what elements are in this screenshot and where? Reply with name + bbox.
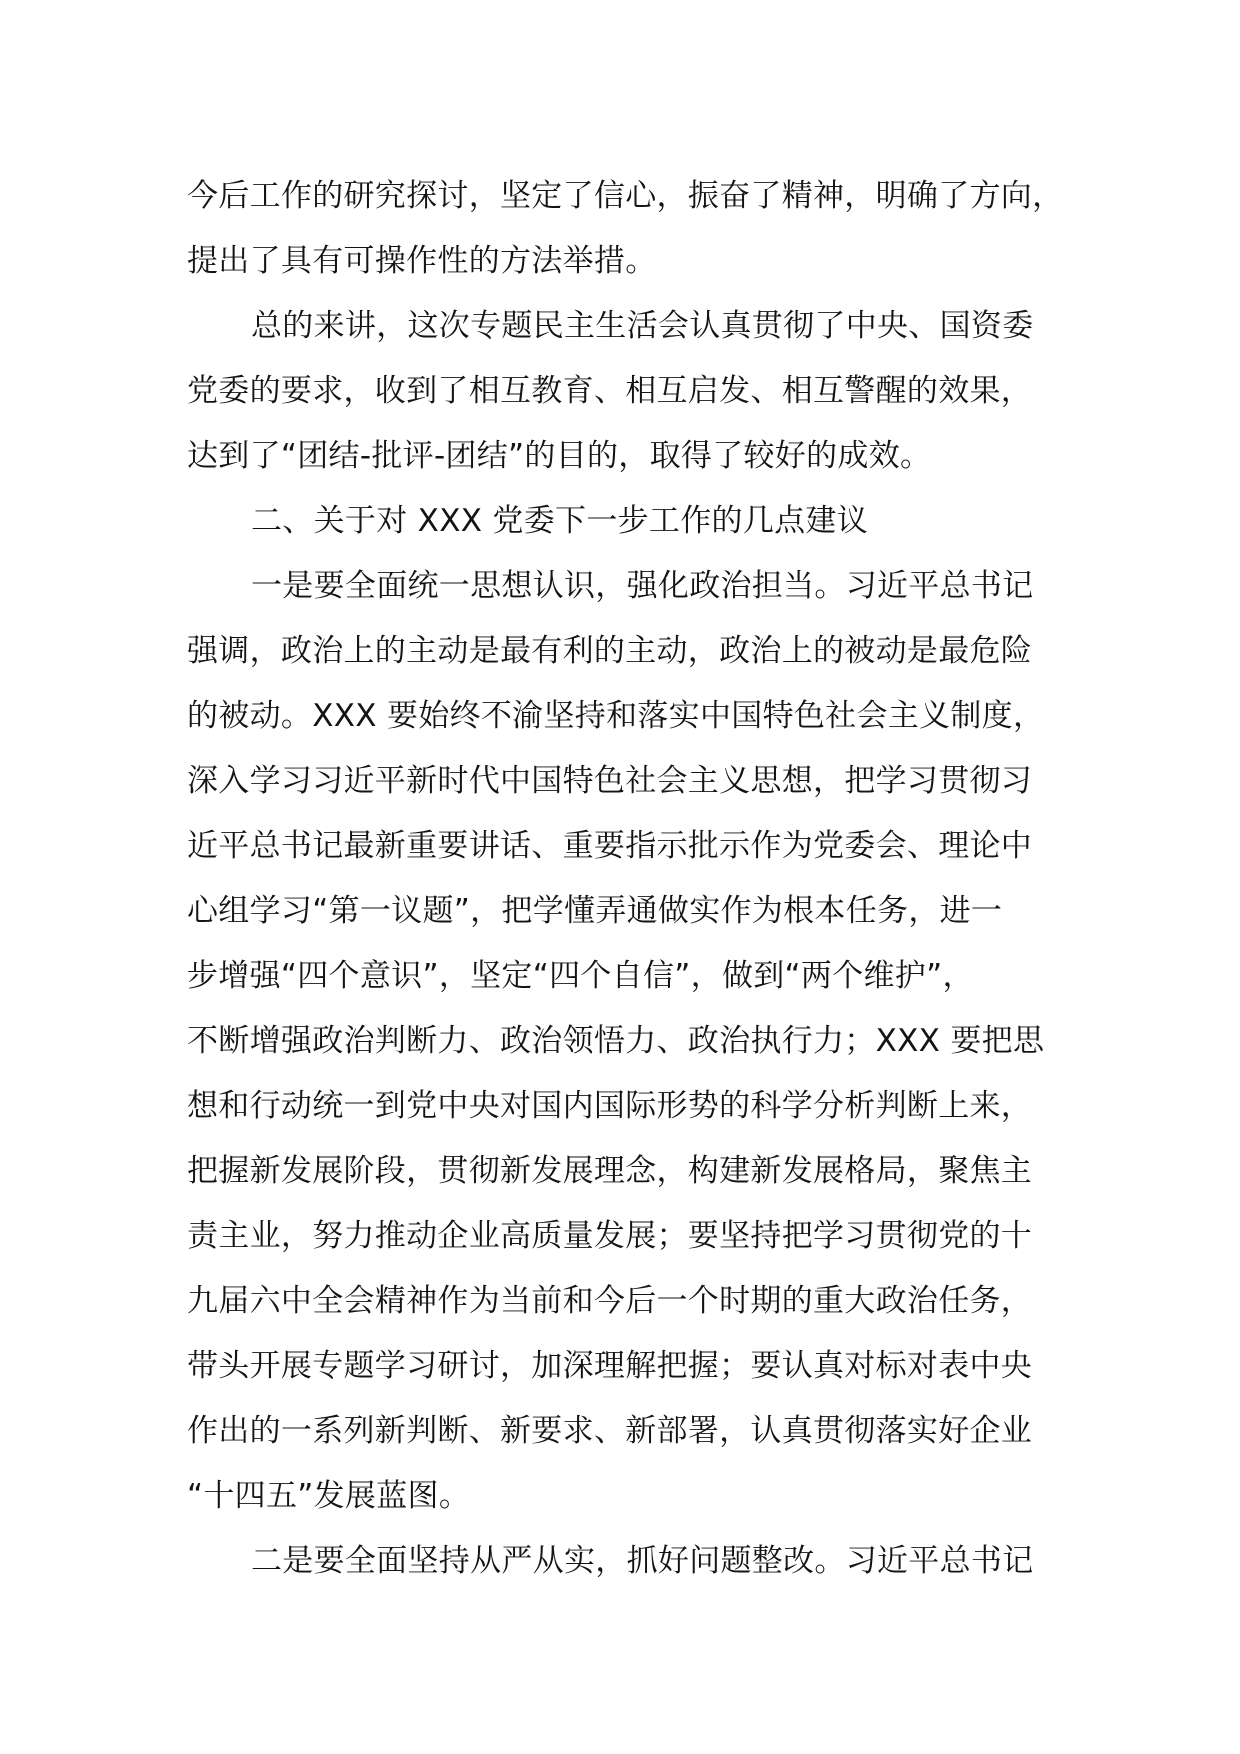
- text-line: 想和行动统一到党中央对国内国际形势的科学分析判断上来，: [187, 1088, 1033, 1124]
- text-line: 责主业，努力推动企业高质量发展；要坚持把学习贯彻党的十: [187, 1218, 1033, 1254]
- paragraph-start-line: 二是要全面坚持从严从实，抓好问题整改。习近平总书记: [251, 1543, 1034, 1579]
- section-heading: 二、关于对 XXX 党委下一步工作的几点建议: [251, 503, 869, 539]
- text-line: 深入学习习近平新时代中国特色社会主义思想，把学习贯彻习: [187, 763, 1033, 799]
- text-line: 近平总书记最新重要讲话、重要指示批示作为党委会、理论中: [187, 828, 1033, 864]
- text-line: 心组学习“第一议题”，把学懂弄通做实作为根本任务，进一: [187, 893, 1003, 929]
- document-body: [187, 164, 1067, 1594]
- text-line: 提出了具有可操作性的方法举措。: [187, 243, 657, 279]
- paragraph-start-line: 总的来讲，这次专题民主生活会认真贯彻了中央、国资委: [251, 308, 1034, 344]
- text-line: 把握新发展阶段，贯彻新发展理念，构建新发展格局，聚焦主: [187, 1153, 1033, 1189]
- text-line: 今后工作的研究探讨，坚定了信心，振奋了精神，明确了方向，: [187, 178, 1064, 214]
- text-line: 强调，政治上的主动是最有利的主动，政治上的被动是最危险: [187, 633, 1033, 669]
- text-line: 带头开展专题学习研讨，加深理解把握；要认真对标对表中央: [187, 1348, 1033, 1384]
- paragraph-start-line: 一是要全面统一思想认识，强化政治担当。习近平总书记: [251, 568, 1034, 604]
- text-line: 作出的一系列新判断、新要求、新部署，认真贯彻落实好企业: [187, 1413, 1033, 1449]
- text-line: 党委的要求，收到了相互教育、相互启发、相互警醒的效果，: [187, 373, 1033, 409]
- text-line: “十四五”发展蓝图。: [187, 1478, 471, 1514]
- text-line: 达到了“团结-批评-团结”的目的，取得了较好的成效。: [187, 438, 932, 474]
- text-line: 步增强“四个意识”，坚定“四个自信”，做到“两个维护”，: [187, 958, 974, 994]
- text-line: 的被动。XXX 要始终不渝坚持和落实中国特色社会主义制度，: [187, 698, 1045, 734]
- text-line: 不断增强政治判断力、政治领悟力、政治执行力；XXX 要把思: [187, 1023, 1045, 1059]
- text-line: 九届六中全会精神作为当前和今后一个时期的重大政治任务，: [187, 1283, 1033, 1319]
